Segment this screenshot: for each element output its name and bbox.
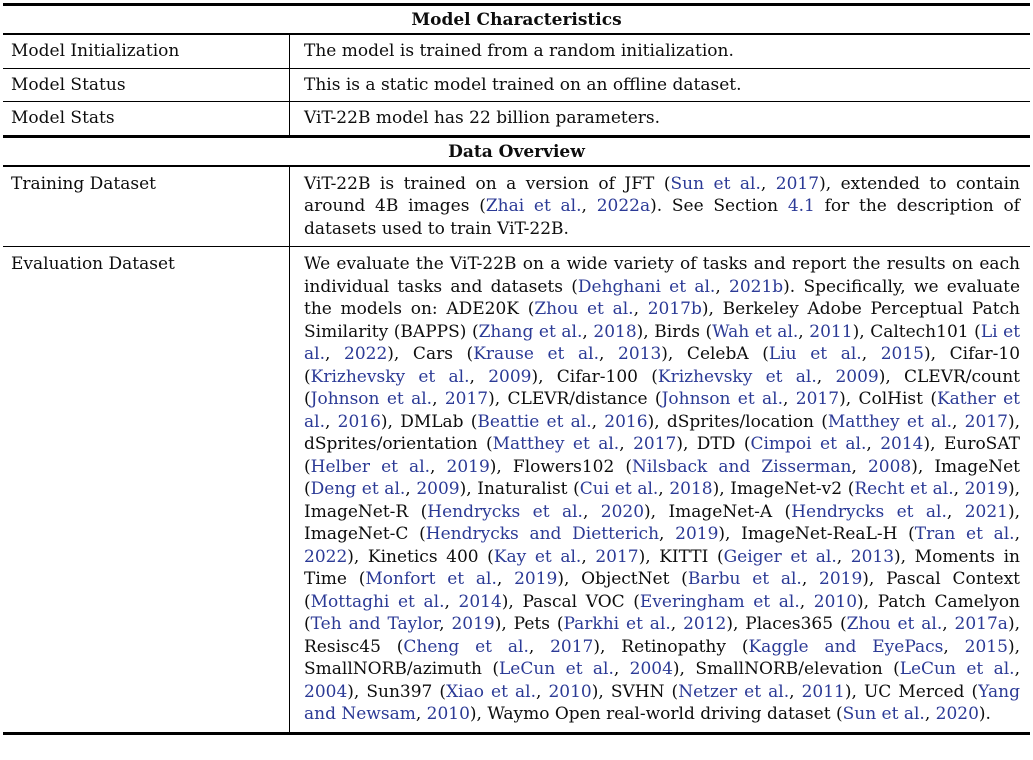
text-run: ), Caltech101 ( xyxy=(852,321,981,342)
citation-link[interactable]: LeCun et al. xyxy=(899,659,1015,679)
text-run: , xyxy=(582,501,601,522)
row-label-model-initialization: Model Initialization xyxy=(11,41,180,61)
citation-link[interactable]: Sun et al. xyxy=(842,704,925,724)
text-run: , xyxy=(598,344,619,364)
text-run: This is a static model trained on an offline dataset. xyxy=(304,74,742,95)
text-run: ViT-22B model has 22 billion parameters. xyxy=(304,108,661,128)
citation-link[interactable]: 2017b xyxy=(647,299,702,319)
text-run: , xyxy=(659,524,676,544)
row-model-stats xyxy=(3,102,1030,135)
citation-link[interactable]: 2016 xyxy=(604,411,648,432)
text-run: The model is trained from a random initialization. xyxy=(304,41,734,61)
text-run: , xyxy=(536,681,549,702)
citation-link[interactable]: Nilsback and Zisserman xyxy=(631,456,852,477)
citation-link[interactable]: 2019 xyxy=(446,456,490,477)
citation-link[interactable]: 4.1 xyxy=(787,196,815,216)
text-run: , xyxy=(619,434,634,454)
text-run: ), Resisc45 ( xyxy=(304,614,1020,657)
text-run: ), DTD ( xyxy=(676,434,751,454)
citation-link[interactable]: 2011 xyxy=(809,321,853,342)
row-label-model-stats: Model Stats xyxy=(11,108,115,128)
text-run: , xyxy=(760,173,776,194)
citation-link[interactable]: 2013 xyxy=(618,344,662,364)
citation-link[interactable]: 2017 xyxy=(444,389,489,409)
citation-link[interactable]: Helber et al. xyxy=(310,456,431,477)
text-run: , xyxy=(924,704,936,724)
citation-link[interactable]: Netzer et al. xyxy=(678,681,790,702)
text-run: , xyxy=(324,344,345,364)
text-run: ), ImageNet-R ( xyxy=(304,479,1020,522)
row-text xyxy=(304,253,1020,726)
text-run: ), ImageNet-A ( xyxy=(644,501,792,522)
citation-link[interactable]: 2017 xyxy=(633,434,677,454)
citation-link[interactable]: Hendrycks et al. xyxy=(791,501,947,522)
citation-link[interactable]: Parkhi et al. xyxy=(563,614,671,634)
text-run: ), SmallNORB/azimuth ( xyxy=(304,636,1020,679)
text-run: , xyxy=(613,659,630,679)
row-model-initialization xyxy=(3,35,1030,68)
text-run: ), ImageNet-v2 ( xyxy=(712,479,855,499)
row-value-model-initialization xyxy=(289,35,1030,68)
citation-link[interactable]: Zhou et al. xyxy=(846,614,943,634)
text-run: ), Waymo Open real-world driving dataset ( xyxy=(469,704,843,724)
text-run: , xyxy=(591,411,605,432)
text-run: , xyxy=(670,614,684,634)
citation-link[interactable]: Hendrycks and Dietterich xyxy=(425,524,660,544)
citation-link[interactable]: Dehghani et al. xyxy=(577,276,716,297)
citation-link[interactable]: 2010 xyxy=(813,591,858,612)
citation-link[interactable]: Barbu et al. xyxy=(687,569,802,589)
citation-link[interactable]: 2019 xyxy=(819,569,863,589)
citation-link[interactable]: 2020 xyxy=(600,501,645,522)
citation-link[interactable]: 2019 xyxy=(514,569,558,589)
row-evaluation-dataset xyxy=(3,247,1030,732)
row-training-dataset xyxy=(3,167,1030,247)
text-run: , xyxy=(1014,659,1020,679)
citation-link[interactable]: 2009 xyxy=(416,479,460,499)
text-run: ), Retinopathy ( xyxy=(593,636,749,657)
citation-link[interactable]: 2022 xyxy=(344,344,388,364)
citation-link[interactable]: Geiger et al. xyxy=(723,546,837,567)
citation-link[interactable]: Zhou et al. xyxy=(534,299,634,319)
text-run: ), Flowers102 ( xyxy=(489,456,632,477)
text-run: , xyxy=(432,389,445,409)
text-run: ). Specifically, we evaluate the models on: ADE20K ( xyxy=(304,276,1021,319)
text-run: ), dSprites/orientation ( xyxy=(304,411,1020,454)
citation-link[interactable]: 2017a xyxy=(954,614,1008,634)
text-run: ), ObjectNet ( xyxy=(557,569,688,589)
citation-link[interactable]: 2019 xyxy=(451,614,495,634)
citation-link[interactable]: Tran et al. xyxy=(914,524,1015,544)
text-run: ), ImageNet-C ( xyxy=(304,501,1020,544)
citation-link[interactable]: 2010 xyxy=(548,681,592,702)
text-run: ), dSprites/location ( xyxy=(647,411,828,432)
text-run: , xyxy=(439,614,452,634)
row-model-status xyxy=(3,69,1030,102)
model-card-table xyxy=(3,3,1030,735)
citation-link[interactable]: 2017 xyxy=(775,173,820,194)
text-run: ), Pets ( xyxy=(494,614,564,634)
citation-link[interactable]: 2021b xyxy=(729,276,784,297)
section-header-data-overview: Data Overview xyxy=(448,141,585,162)
citation-link[interactable]: 2009 xyxy=(835,366,879,387)
text-run: , xyxy=(658,479,670,499)
text-run: ), Cifar-10 ( xyxy=(304,344,1021,387)
citation-link[interactable]: 2017 xyxy=(550,636,594,657)
citation-link[interactable]: Zhai et al. xyxy=(485,196,582,216)
row-label-evaluation-dataset: Evaluation Dataset xyxy=(11,254,175,274)
citation-link[interactable]: 2010 xyxy=(426,704,470,724)
citation-link[interactable]: 2022a xyxy=(596,196,651,216)
text-run: for the description of datasets used to train ViT-22B. xyxy=(304,196,1020,239)
citation-link[interactable]: Li et al. xyxy=(304,321,1021,364)
citation-link[interactable]: Wah et al. xyxy=(712,321,799,342)
row-value-evaluation-dataset xyxy=(289,247,1030,732)
citation-link[interactable]: 2014 xyxy=(458,591,502,612)
citation-link[interactable]: 2016 xyxy=(337,411,381,432)
citation-link[interactable]: 2021 xyxy=(964,501,1008,522)
citation-link[interactable]: Liu et al. xyxy=(768,344,862,364)
citation-link[interactable]: 2017 xyxy=(964,411,1008,432)
text-run: , xyxy=(582,321,594,342)
text-run: ), ImageNet-ReaL-H ( xyxy=(718,524,915,544)
text-run: ), Cifar-100 ( xyxy=(531,366,658,387)
text-run: , xyxy=(633,299,648,319)
row-text xyxy=(304,74,1020,97)
text-run: , xyxy=(581,196,597,216)
text-run: ), Inaturalist ( xyxy=(459,479,580,499)
text-run: , xyxy=(861,344,881,364)
row-value-model-stats xyxy=(289,102,1030,135)
text-run: ), KITTI ( xyxy=(638,546,724,567)
text-run: , xyxy=(469,366,489,387)
citation-link[interactable]: Matthey et al. xyxy=(827,411,953,432)
bottom-rule xyxy=(3,732,1030,735)
text-run: , xyxy=(405,479,417,499)
citation-link[interactable]: Cui et al. xyxy=(579,479,659,499)
text-run: , xyxy=(444,591,459,612)
text-run: ), ColHist ( xyxy=(839,389,937,409)
text-run: ), ImageNet ( xyxy=(304,456,1021,499)
citation-link[interactable]: Yang and Newsam xyxy=(304,681,1021,724)
text-run: ), SVHN ( xyxy=(591,681,679,702)
text-run: ), Moments in Time ( xyxy=(304,546,1020,589)
row-label-model-status: Model Status xyxy=(11,74,126,95)
text-run: ), Patch Camelyon ( xyxy=(304,591,1021,634)
text-run: , xyxy=(430,456,447,477)
row-value-training-dataset xyxy=(289,167,1030,247)
citation-link[interactable]: Everingham et al. xyxy=(639,591,800,612)
citation-link[interactable]: 2014 xyxy=(880,434,924,454)
citation-link[interactable]: Cheng et al. xyxy=(403,636,529,657)
text-run: , xyxy=(943,636,965,657)
text-run: , xyxy=(816,366,836,387)
text-run: ), Cars ( xyxy=(387,344,474,364)
row-label-training-dataset: Training Dataset xyxy=(11,173,157,194)
text-run: ), Berkeley Adobe Perceptual Patch Similarity (BAPPS) ( xyxy=(304,299,1021,342)
citation-link[interactable]: Xiao et al. xyxy=(446,681,536,702)
citation-link[interactable]: 2008 xyxy=(867,456,912,477)
text-run: ), UC Merced ( xyxy=(844,681,979,702)
text-run: ), SmallNORB/elevation ( xyxy=(672,659,900,679)
text-run: , xyxy=(528,636,551,657)
citation-link[interactable]: 2018 xyxy=(669,479,713,499)
citation-link[interactable]: Johnson et al. xyxy=(661,389,784,409)
citation-link[interactable]: LeCun et al. xyxy=(499,659,614,679)
citation-link[interactable]: Krizhevsky et al. xyxy=(310,366,470,387)
text-run: ), Pascal VOC ( xyxy=(501,591,640,612)
row-text xyxy=(304,40,1020,63)
citation-link[interactable]: 2019 xyxy=(964,479,1008,499)
text-run: , xyxy=(715,276,729,297)
citation-link[interactable]: 2013 xyxy=(850,546,895,567)
text-run: , xyxy=(496,569,515,589)
citation-link[interactable]: Teh and Taylor xyxy=(310,614,440,634)
text-run: , xyxy=(836,546,851,567)
text-run: ), DMLab ( xyxy=(380,411,478,432)
row-text xyxy=(304,107,1020,130)
citation-link[interactable]: Mottaghi et al. xyxy=(310,591,445,612)
text-run: , xyxy=(581,546,596,567)
citation-link[interactable]: 2017 xyxy=(795,389,840,409)
text-run: ), Kinetics 400 ( xyxy=(347,546,494,567)
text-run: ). xyxy=(978,704,991,724)
citation-link[interactable]: 2015 xyxy=(880,344,924,364)
citation-link[interactable]: 2009 xyxy=(488,366,532,387)
citation-link[interactable]: 2012 xyxy=(683,614,727,634)
text-run: ), Pascal Context ( xyxy=(304,569,1021,612)
text-run: ), CLEVR/distance ( xyxy=(488,389,662,409)
citation-link[interactable]: 2004 xyxy=(304,681,348,702)
text-run: ), extended to contain around 4B images ( xyxy=(304,173,1021,216)
row-value-model-status xyxy=(289,69,1030,102)
text-run: ). See Section xyxy=(650,196,788,216)
citation-link[interactable]: 2022 xyxy=(304,546,348,567)
citation-link[interactable]: 2011 xyxy=(801,681,845,702)
text-run: , xyxy=(1014,524,1020,544)
text-run: ), CLEVR/count ( xyxy=(304,366,1021,409)
text-run: , xyxy=(783,389,796,409)
text-run: , xyxy=(946,501,965,522)
citation-link[interactable]: Johnson et al. xyxy=(310,389,433,409)
citation-link[interactable]: Hendrycks et al. xyxy=(427,501,583,522)
citation-link[interactable]: Deng et al. xyxy=(310,479,406,499)
text-run: , xyxy=(866,434,881,454)
citation-link[interactable]: Matthey et al. xyxy=(492,434,620,454)
citation-link[interactable]: Zhang et al. xyxy=(478,321,583,342)
citation-link[interactable]: Recht et al. xyxy=(854,479,954,499)
citation-link[interactable]: Krause et al. xyxy=(473,344,599,364)
text-run: , xyxy=(798,321,810,342)
section-header-model-characteristics: Model Characteristics xyxy=(411,10,622,30)
text-run: , xyxy=(324,411,338,432)
text-run: , xyxy=(415,704,427,724)
text-run: , xyxy=(799,591,814,612)
citation-link[interactable]: 2020 xyxy=(935,704,979,724)
citation-link[interactable]: Sun et al. xyxy=(670,173,761,194)
text-run: , xyxy=(942,614,955,634)
text-run: ), Birds ( xyxy=(636,321,713,342)
text-run: ), EuroSAT ( xyxy=(304,434,1021,477)
citation-link[interactable]: 2004 xyxy=(629,659,673,679)
citation-link[interactable]: 2015 xyxy=(964,636,1008,657)
text-run: ), Sun397 ( xyxy=(347,681,447,702)
text-run: ), Places365 ( xyxy=(726,614,847,634)
row-text xyxy=(304,173,1020,241)
citation-link[interactable]: Kaggle and EyePacs xyxy=(748,636,944,657)
citation-link[interactable]: Cimpoi et al. xyxy=(750,434,867,454)
text-run: , xyxy=(952,411,965,432)
citation-link[interactable]: 2018 xyxy=(593,321,637,342)
text-run: , xyxy=(789,681,802,702)
text-run: ), CelebA ( xyxy=(661,344,769,364)
citation-link[interactable]: Krizhevsky et al. xyxy=(657,366,817,387)
citation-link[interactable]: Monfort et al. xyxy=(365,569,497,589)
text-run: , xyxy=(801,569,820,589)
citation-link[interactable]: Kay et al. xyxy=(493,546,582,567)
text-run: ViT-22B is trained on a version of JFT ( xyxy=(304,173,671,194)
text-run: , xyxy=(953,479,965,499)
citation-link[interactable]: Kather et al. xyxy=(304,389,1021,432)
text-run: We evaluate the ViT-22B on a wide variety of tasks and report the results on each individual tasks and datasets ( xyxy=(304,254,1020,297)
text-run: , xyxy=(851,456,868,477)
citation-link[interactable]: 2019 xyxy=(675,524,719,544)
citation-link[interactable]: 2017 xyxy=(595,546,639,567)
citation-link[interactable]: Beattie et al. xyxy=(477,411,592,432)
